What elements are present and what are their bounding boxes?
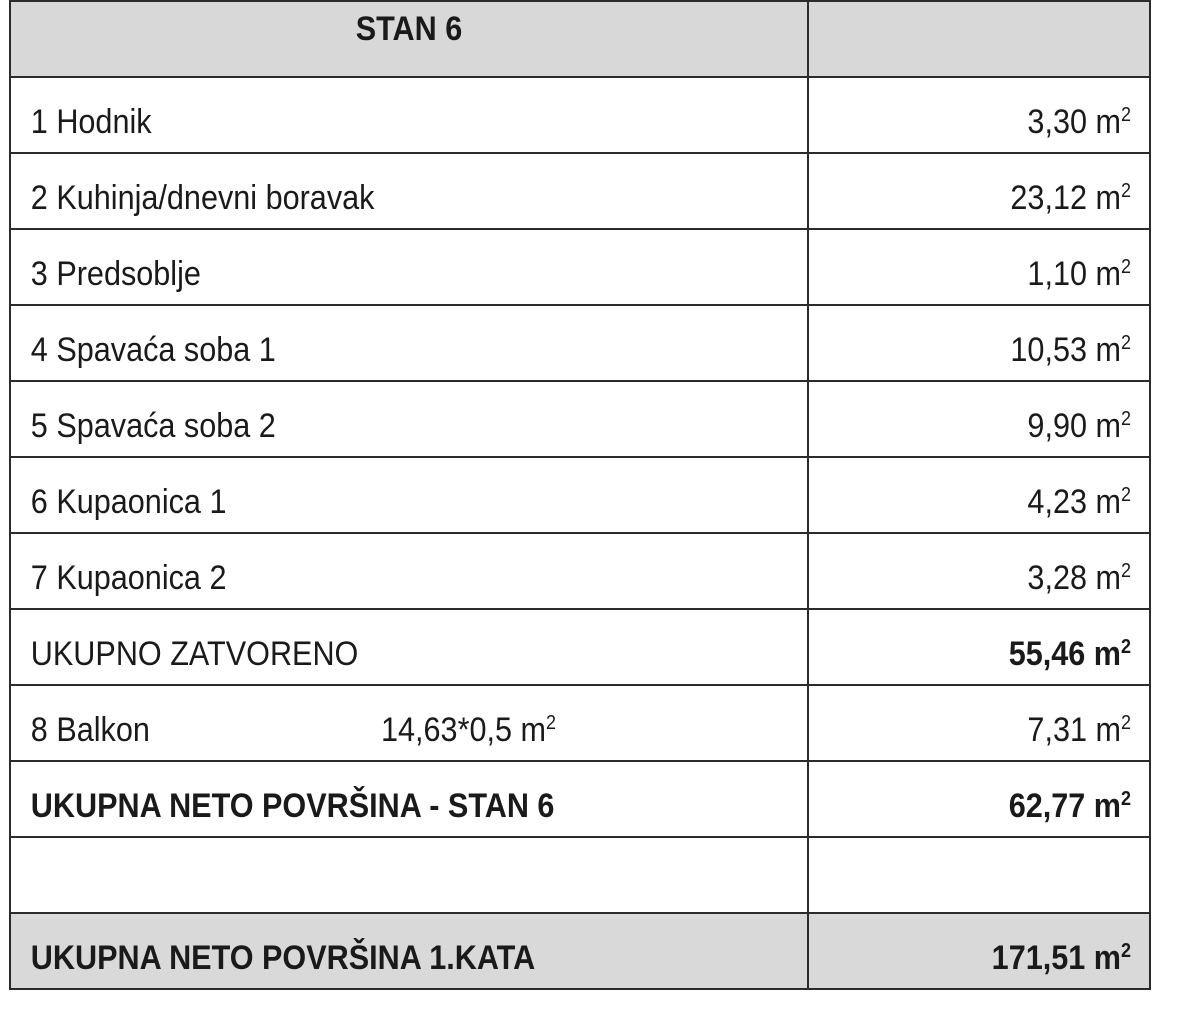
room-area: 4,23 $m^2$	[1027, 483, 1131, 521]
table-header-row	[10, 1, 1150, 77]
table-row	[10, 533, 1150, 609]
room-area: 23,12 $m^2$	[1010, 179, 1131, 217]
room-label: 4 Spavaća soba 1	[30, 331, 276, 369]
room-area: 3,30 $m^2$	[1027, 103, 1131, 141]
table-row	[10, 381, 1150, 457]
table-row	[10, 77, 1150, 153]
net-total-value: 62,77 $m^2$	[1008, 787, 1131, 825]
empty-row	[10, 837, 1150, 913]
floor-total-label: UKUPNA NETO POVRŠINA 1.KATA	[30, 939, 536, 977]
room-area: 10,53 $m^2$	[1010, 331, 1131, 369]
room-area: 9,90 $m^2$	[1027, 407, 1131, 445]
balcony-label: 8 Balkon	[30, 711, 150, 749]
room-label: 7 Kupaonica 2	[30, 559, 227, 597]
apartment-title: STAN 6	[355, 10, 463, 48]
area-table	[9, 0, 1151, 990]
table-row	[10, 457, 1150, 533]
subtotal-value: 55,46 $m^2$	[1008, 635, 1131, 673]
room-label: 5 Spavaća soba 2	[30, 407, 276, 445]
floor-total-value: 171,51 $m^2$	[991, 939, 1131, 977]
net-total-label: UKUPNA NETO POVRŠINA - STAN 6	[30, 787, 555, 825]
room-label: 2 Kuhinja/dnevni boravak	[30, 179, 375, 217]
balcony-row	[10, 685, 1150, 761]
header-empty-cell	[808, 1, 1150, 77]
floor-total-row	[10, 913, 1150, 989]
balcony-area: 7,31 $m^2$	[1027, 711, 1131, 749]
room-area: 1,10 $m^2$	[1027, 255, 1131, 293]
subtotal-row	[10, 609, 1150, 685]
subtotal-label: UKUPNO ZATVORENO	[30, 635, 359, 673]
table-row	[10, 305, 1150, 381]
room-label: 3 Predsoblje	[30, 255, 201, 293]
room-label: 1 Hodnik	[30, 103, 152, 141]
table-row	[10, 153, 1150, 229]
room-label: 6 Kupaonica 1	[30, 483, 227, 521]
balcony-calculation: 14,63*0,5 $m^2$	[381, 711, 557, 749]
header-title-cell	[10, 1, 808, 77]
room-area: 3,28 $m^2$	[1027, 559, 1131, 597]
net-total-row	[10, 761, 1150, 837]
table-row	[10, 229, 1150, 305]
